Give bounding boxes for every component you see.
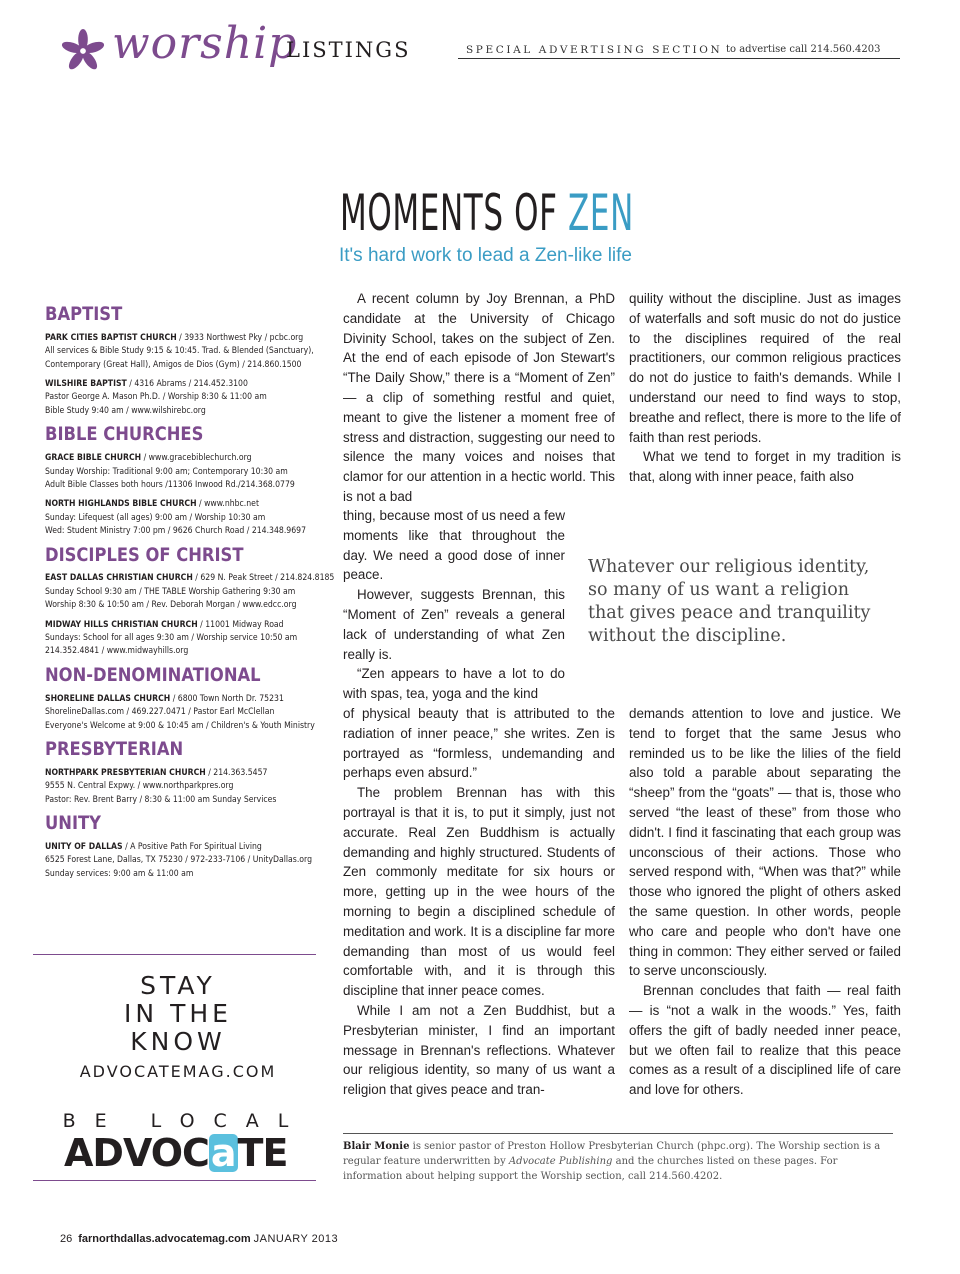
church-listing — [45, 332, 314, 372]
church-detail-line: 9555 N. Central Expwy. / www.northparkpres.org — [45, 781, 234, 792]
advocate-logo — [64, 1131, 288, 1175]
church-first-line — [45, 572, 335, 585]
denomination-heading: UNITY — [45, 811, 102, 834]
church-listing — [45, 378, 286, 418]
article-column-1-bottom — [343, 704, 615, 1100]
church-listing — [45, 452, 295, 492]
author-bio — [343, 1139, 898, 1184]
church-detail-line: / www.gracebiblechurch.org — [141, 453, 252, 464]
church-first-line — [45, 498, 286, 511]
pull-quote: Whatever our religious identity, so many of us want a religion that gives peace and tranquility without the discipline. — [588, 557, 871, 646]
paragraph-continuation: thing, because most of us need a few moments like that throughout the day. We need a good dose of inner peace. — [343, 508, 565, 583]
church-detail-line: / 6800 Town North Dr. 75231 — [170, 693, 284, 704]
article-paragraph: What we tend to forget in my tradition is that, along with inner peace, faith also — [629, 449, 901, 485]
church-detail-line: ShorelineDallas.com / 469.227.0471 / Pastor Earl McClellan — [45, 707, 275, 718]
church-detail-line: 214.352.4841 / www.midwayhills.org — [45, 646, 189, 657]
church-listing — [45, 767, 286, 807]
article-column-2-bottom — [629, 704, 901, 1100]
stay-line-2: IN THE — [124, 999, 232, 1028]
church-name: NORTH HIGHLANDS BIBLE CHURCH — [45, 499, 197, 510]
church-first-line — [45, 452, 286, 465]
church-detail-line: / 3933 Northwest Pky / pcbc.org — [176, 332, 304, 343]
church-detail-line: / 214.363.5457 — [205, 767, 268, 778]
church-name: UNITY OF DALLAS — [45, 841, 123, 852]
article-paragraph: A recent column by Joy Brennan, a PhD candidate at the University of Chicago Divinity School, takes on the subject of Zen. At the end of each episode of Jon Stewart's “The Daily Show,” there is a “Moment of Zen” — a clip of something restful and quiet, meant to give the listener a moment free of stress and distraction, suggesting our need to silence the many voices and noises that clamor for our attention in a hectic world. This is not a bad — [343, 291, 615, 504]
masthead — [60, 20, 420, 80]
church-detail-line: Wed: Student Ministry 7:00 pm / 9626 Church Road / 214.348.9697 — [45, 526, 306, 537]
denomination-heading: BIBLE CHURCHES — [45, 423, 204, 446]
church-detail-line: All services & Bible Study 9:15 & 10:45. Trad. & Blended (Sanctuary), — [45, 346, 314, 357]
church-detail-line: Sunday School 9:30 am / THE TABLE Worship Gathering 9:30 am — [45, 586, 296, 597]
church-detail-line: Worship 8:30 & 10:50 am / Rev. Deborah Morgan / www.edcc.org — [45, 600, 297, 611]
church-detail-line: / 11001 Midway Road — [197, 619, 284, 630]
church-detail-line: Sunday services: 9:00 am & 11:00 am — [45, 868, 194, 879]
title-part-1: MOMENTS OF — [340, 184, 569, 242]
church-name: EAST DALLAS CHRISTIAN CHURCH — [45, 573, 193, 584]
denomination-heading: BAPTIST — [45, 303, 123, 325]
bio-text-2: and the churches listed on these pages. For information about helping support the Worship section, call 214.560.4202. — [343, 1156, 838, 1182]
church-detail-line: Sunday: Lifequest (all ages) 9:00 am / Worship 10:30 am — [45, 512, 266, 523]
church-detail-line: Contemporary (Great Hall), Amigos de Dios (Gym) / 214.860.1500 — [45, 359, 302, 370]
church-detail-line: Everyone's Welcome at 9:00 & 10:45 am / Children's & Youth Ministry — [45, 720, 315, 731]
article-column-2-top — [629, 289, 901, 487]
promo-divider-bottom — [33, 1180, 316, 1181]
article-paragraph: While I am not a Zen Buddhist, but a Presbyterian minister, I find an important message in Brennan's reflections. Whatever our religious identity, so many of us want a religion that gives peace and tran- — [343, 1002, 615, 1098]
stay-in-the-know — [33, 972, 323, 1056]
church-detail-line: / A Positive Path For Spiritual Living — [122, 841, 262, 852]
church-first-line — [45, 767, 286, 780]
church-detail-line: Bible Study 9:40 am / www.wilshirebc.org — [45, 405, 206, 416]
church-name: WILSHIRE BAPTIST — [45, 379, 127, 390]
article-title — [340, 184, 634, 242]
publisher-name: Advocate Publishing — [508, 1156, 613, 1167]
church-listing — [45, 498, 306, 538]
bio-text-1: is senior pastor of Preston Hollow Presbyterian Church (phpc.org). The Worship section is a regular feature underwritten by — [343, 1141, 881, 1167]
article-paragraph: Brennan concludes that faith — real faith — is “not a walk in the woods.” Yes, faith offers the gift of badly needed inner peace, but we often fail to realize that this peace comes as a result of a disciplined life of care and love for others. — [629, 983, 901, 1098]
promo-url[interactable]: ADVOCATEMAG.COM — [79, 1062, 277, 1081]
church-listing — [45, 693, 315, 733]
advertise-phone: to advertise call 214.560.4203 — [726, 44, 881, 55]
paragraph-continuation: demands attention to love and justice. We tend to forget that the same Jesus who reminded us to be like the lilies of the field also told a parable about separating the “sheep” from the “goats” — that is, those who served “the least of these” from those who didn't. I find it fascinating that each group was unconscious of their actions. Those who served respond with, “When was that?” while those who ignored the plight of others asked the same question. In other words, people who care and people who don't have one thing in common: They either served or failed to serve unconsciously. — [629, 706, 901, 979]
church-name: PARK CITIES BAPTIST CHURCH — [45, 332, 177, 343]
header-rule — [458, 58, 900, 59]
church-detail-line: Pastor George A. Mason Ph.D. / Worship 8:30 & 11:00 am — [45, 392, 267, 403]
church-detail-line: Adult Bible Classes both hours /11306 Inwood Rd./214.368.0779 — [45, 479, 295, 490]
article-paragraph: The problem Brennan has with this portrayal is that it is, to put it simply, just not accurate. Real Zen Buddhism is actually demanding and highly structured. Students of Zen commonly meditate for six hours or more, getting up in the wee hours of the morning to begin a disciplined schedule of meditation and work. It is a discipline far more demanding than most of us would feel comfortable with, and it is through this discipline that inner peace comes. — [343, 785, 615, 999]
title-part-2: ZEN — [568, 184, 634, 242]
church-first-line — [45, 332, 304, 345]
logo-a-mark: a — [210, 1131, 236, 1175]
church-detail-line: Sunday Worship: Traditional 9:00 am; Contemporary 10:30 am — [45, 466, 288, 477]
brand-worship: worship — [112, 18, 298, 69]
page-footer — [60, 1233, 338, 1245]
logo-text-1: ADVOC — [64, 1131, 209, 1175]
denomination-heading: NON-DENOMINATIONAL — [45, 663, 261, 686]
promo-divider-top — [33, 954, 316, 955]
stay-line-3: KNOW — [130, 1027, 226, 1056]
church-name: NORTHPARK PRESBYTERIAN CHURCH — [45, 767, 206, 778]
denomination-heading: PRESBYTERIAN — [45, 737, 184, 760]
footer-url[interactable]: farnorthdallas.advocatemag.com — [78, 1233, 251, 1245]
church-name: GRACE BIBLE CHURCH — [45, 453, 142, 464]
church-detail-line: Sundays: School for all ages 9:30 am / Worship service 10:50 am — [45, 633, 298, 644]
church-detail-line: / 629 N. Peak Street / 214.824.8185 — [192, 573, 335, 584]
church-detail-line: / 4316 Abrams / 214.452.3100 — [126, 379, 248, 390]
church-listing — [45, 841, 312, 881]
church-name: SHORELINE DALLAS CHURCH — [45, 693, 171, 704]
church-first-line — [45, 693, 286, 706]
article-paragraph: However, suggests Brennan, this “Moment of Zen” reveals a general lack of understanding of what Zen really is. — [343, 587, 565, 662]
church-detail-line: 6525 Forest Lane, Dallas, TX 75230 / 972-233-7106 / UnityDallas.org — [45, 855, 312, 866]
church-first-line — [45, 619, 286, 632]
special-advertising-label: SPECIAL ADVERTISING SECTION — [466, 44, 723, 56]
brand-listings: LISTINGS — [286, 38, 411, 62]
church-detail-line: Pastor: Rev. Brent Barry / 8:30 & 11:00 am Sunday Services — [45, 794, 277, 805]
paragraph-continuation: quility without the discipline. Just as images of waterfalls and soft music do not do justice to the disciplines required of the real practitioners, our common religious practices do not do justice to faith's demands. While I understand our need to find ways to stop, breathe and reflect, there is more to the life of faith than rest periods. — [629, 291, 901, 445]
denomination-heading: DISCIPLES OF CHRIST — [45, 543, 244, 566]
article-column-1-top — [343, 289, 615, 507]
article-column-1-middle — [343, 506, 565, 704]
church-listing — [45, 619, 298, 659]
footer-issue: JANUARY 2013 — [253, 1233, 339, 1245]
church-name: MIDWAY HILLS CHRISTIAN CHURCH — [45, 619, 198, 630]
article-subtitle: It's hard work to lead a Zen-like life — [339, 245, 632, 266]
worship-listings — [45, 298, 335, 881]
church-first-line — [45, 378, 286, 391]
page-number: 26 — [60, 1233, 73, 1245]
paragraph-continuation: of physical beauty that is attributed to the radiation of inner peace,” she writes. Zen is portrayed as “formless, undemanding and perhaps even absurd.” — [343, 706, 615, 781]
church-listing — [45, 572, 335, 612]
article-paragraph: “Zen appears to have a lot to do with spas, tea, yoga and the kind — [343, 666, 565, 702]
church-first-line — [45, 841, 286, 854]
be-local-tagline: BE LOCAL — [62, 1110, 308, 1132]
author-name: Blair Monie — [343, 1141, 410, 1152]
stay-line-1: STAY — [140, 971, 216, 1000]
church-detail-line: / www.nhbc.net — [196, 499, 259, 510]
bio-rule — [343, 1133, 893, 1134]
flower-icon — [60, 28, 106, 74]
logo-text-2: TE — [237, 1131, 288, 1175]
